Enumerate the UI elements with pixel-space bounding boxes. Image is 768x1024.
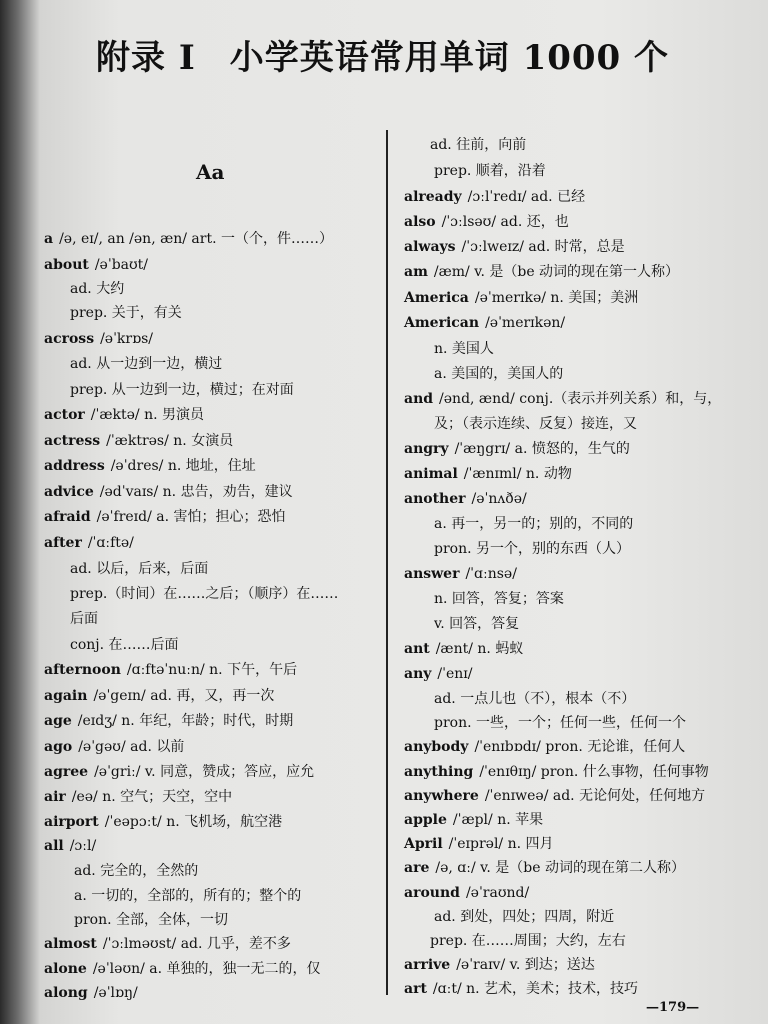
dictionary-entry [44, 432, 233, 451]
entry-text: /əˈgeɪn/ ad. 再，又，再一次 [93, 688, 275, 704]
dictionary-entry [404, 787, 705, 806]
entry-headword: airport [44, 814, 99, 830]
entry-text: /əˈləʊn/ a. 单独的，独一无二的，仅 [92, 961, 321, 977]
entry-headword: also [404, 214, 436, 230]
entry-headword: anything [404, 764, 474, 780]
entry-text: /æm/ v. 是（be 动词的现在第一人称） [433, 264, 680, 280]
entry-headword: always [404, 239, 456, 255]
entry-definition [404, 714, 686, 733]
entry-text: /ˈɔːlweɪz/ ad. 时常，总是 [461, 239, 625, 255]
entry-text: /ˈeɪprəl/ n. 四月 [448, 836, 554, 852]
entry-definition [404, 415, 637, 434]
entry-text: /ə, eɪ/, an /ən, æn/ art. 一（个，件……） [59, 231, 334, 247]
entry-headword: answer [404, 566, 460, 582]
entry-definition [44, 911, 228, 930]
entry-text: /ˈɔːlsəʊ/ ad. 还，也 [441, 214, 569, 230]
entry-definition [404, 908, 614, 927]
entry-text: pron. 另一个，别的东西（人） [434, 541, 630, 557]
dictionary-entry [404, 289, 638, 308]
appendix-label: 附录 I [96, 38, 196, 78]
entry-definition [404, 932, 626, 951]
entry-headword: advice [44, 484, 94, 500]
entry-headword: apple [404, 812, 447, 828]
entry-definition [44, 610, 98, 629]
entry-text: prep. 顺着，沿着 [434, 163, 546, 179]
entry-headword: a [44, 231, 54, 247]
dictionary-entry [44, 457, 256, 476]
entry-text: pron. 全部，全体，一切 [74, 912, 228, 928]
entry-headword: address [44, 458, 105, 474]
entry-headword: alone [44, 961, 87, 977]
dictionary-entry [44, 687, 274, 706]
dictionary-entry [404, 490, 527, 509]
dictionary-entry [404, 956, 595, 975]
entry-definition [44, 304, 182, 323]
dictionary-entry [44, 960, 321, 979]
dictionary-entry [404, 314, 565, 333]
entry-text: /ɔːl/ [69, 838, 97, 854]
entry-definition [404, 365, 563, 384]
entry-text: ad. 从一边到一边，横过 [70, 356, 223, 372]
entry-definition [44, 280, 124, 299]
entry-definition [44, 887, 301, 906]
entry-definition [404, 615, 519, 634]
column-divider [386, 130, 388, 995]
dictionary-entry [44, 534, 134, 553]
dictionary-entry [404, 390, 721, 409]
dictionary-entry [44, 230, 333, 249]
dictionary-entry [404, 980, 638, 999]
dictionary-entry [404, 238, 625, 257]
entry-text: /əˈfreɪd/ a. 害怕；担心；恐怕 [96, 509, 286, 525]
entry-text: /ˈɔːlməʊst/ ad. 几乎，差不多 [102, 936, 291, 952]
entry-text: /əˈkrɒs/ [100, 331, 153, 347]
dictionary-entry [404, 213, 569, 232]
entry-headword: around [404, 885, 460, 901]
entry-headword: angry [404, 441, 449, 457]
dictionary-entry [44, 483, 293, 502]
entry-headword: agree [44, 764, 89, 780]
appendix-title: 小学英语常用单词 1000 个 [229, 38, 670, 78]
dictionary-entry [44, 935, 291, 954]
entry-text: prep. 关于，有关 [70, 305, 182, 321]
entry-headword: art [404, 981, 427, 997]
entry-headword: almost [44, 936, 97, 952]
entry-headword: after [44, 535, 82, 551]
entry-headword: afternoon [44, 662, 121, 678]
entry-headword: arrive [404, 957, 451, 973]
entry-definition [44, 560, 208, 579]
entry-definition [404, 162, 546, 181]
dictionary-entry [44, 661, 297, 680]
dictionary-entry [44, 712, 293, 731]
entry-headword: about [44, 257, 89, 273]
entry-text: /əˈraʊnd/ [465, 885, 530, 901]
entry-text: /ɔːlˈredɪ/ ad. 已经 [467, 189, 586, 205]
entry-definition [404, 515, 633, 534]
entry-text: ad. 大约 [70, 281, 125, 297]
entry-headword: any [404, 666, 432, 682]
dictionary-entry [44, 508, 286, 527]
entry-headword: April [404, 836, 443, 852]
entry-headword: ago [44, 739, 73, 755]
entry-text: a. 一切的，全部的，所有的；整个的 [74, 888, 302, 904]
entry-text: n. 美国人 [434, 341, 494, 357]
entry-text: /ˈenɪbɒdɪ/ pron. 无论谁，任何人 [474, 739, 686, 755]
entry-text: /ˈɑːnsə/ [465, 566, 517, 582]
entry-definition [44, 862, 198, 881]
entry-headword: afraid [44, 509, 91, 525]
page-title [96, 30, 716, 79]
entry-text: ad. 到处，四处；四周，附近 [434, 909, 615, 925]
entry-text: /əˈraɪv/ v. 到达；送达 [456, 957, 595, 973]
dictionary-entry [44, 330, 153, 349]
dictionary-entry [404, 565, 517, 584]
dictionary-entry [44, 256, 148, 275]
entry-text: prep. 从一边到一边，横过；在对面 [70, 382, 294, 398]
entry-text: /eə/ n. 空气；天空，空中 [71, 789, 233, 805]
entry-text: /ˈæpl/ n. 苹果 [452, 812, 544, 828]
entry-headword: across [44, 331, 95, 347]
entry-text: /ə, ɑː/ v. 是（be 动词的现在第二人称） [435, 860, 685, 876]
entry-text: /ˈæŋgrɪ/ a. 愤怒的，生气的 [454, 441, 630, 457]
entry-headword: and [404, 391, 434, 407]
entry-text: ad. 往前，向前 [430, 137, 527, 153]
dictionary-entry [44, 984, 138, 1003]
entry-headword: another [404, 491, 466, 507]
entry-text: /ɑːftəˈnuːn/ n. 下午，午后 [126, 662, 298, 678]
entry-text: /ɑːt/ n. 艺术，美术；技术，技巧 [432, 981, 639, 997]
entry-text: /ˈæktə/ n. 男演员 [90, 407, 204, 423]
entry-text: /ˈenɪθɪŋ/ pron. 什么事物，任何事物 [479, 764, 709, 780]
entry-definition [404, 590, 564, 609]
dictionary-entry [404, 884, 529, 903]
entry-text: a. 美国的，美国人的 [434, 366, 564, 382]
entry-headword: anywhere [404, 788, 479, 804]
entry-text: /ˈænɪml/ n. 动物 [463, 466, 572, 482]
dictionary-entry [404, 835, 554, 854]
entry-headword: are [404, 860, 430, 876]
entry-text: v. 回答，答复 [434, 616, 520, 632]
dictionary-entry [44, 837, 96, 856]
entry-text: /ˈɑːftə/ [87, 535, 134, 551]
entry-text: ad. 完全的，全然的 [74, 863, 199, 879]
entry-text: 及；（表示连续、反复）接连，又 [434, 416, 637, 432]
entry-headword: actress [44, 433, 101, 449]
entry-headword: along [44, 985, 88, 1001]
dictionary-entry [44, 788, 232, 807]
dictionary-entry [44, 406, 204, 425]
entry-text: /əˈbaʊt/ [94, 257, 149, 273]
dictionary-entry [404, 263, 679, 282]
entry-text: pron. 一些，一个；任何一些，任何一个 [434, 715, 686, 731]
entry-headword: am [404, 264, 428, 280]
dictionary-entry [44, 763, 314, 782]
entry-text: /ənd, ænd/ conj.（表示并列关系）和，与， [439, 391, 722, 407]
entry-definition [44, 636, 179, 655]
entry-headword: age [44, 713, 72, 729]
entry-text: /əˈmerɪkə/ n. 美国；美洲 [474, 290, 639, 306]
entry-text: /əˈmerɪkən/ [485, 315, 566, 331]
entry-headword: anybody [404, 739, 469, 755]
entry-text: /əˈnʌðə/ [471, 491, 527, 507]
dictionary-entry [44, 738, 184, 757]
entry-text: /əˈlɒŋ/ [93, 985, 138, 1001]
entry-headword: air [44, 789, 66, 805]
entry-definition [404, 340, 494, 359]
entry-headword: already [404, 189, 462, 205]
entry-definition [44, 585, 338, 604]
entry-headword: actor [44, 407, 85, 423]
dictionary-entry [404, 811, 543, 830]
dictionary-entry [404, 763, 709, 782]
entry-text: 后面 [70, 611, 98, 627]
entry-text: n. 回答，答复；答案 [434, 591, 564, 607]
entry-definition [404, 540, 630, 559]
dictionary-entry [404, 859, 685, 878]
entry-text: prep. 在……周围；大约，左右 [430, 933, 626, 949]
entry-headword: ant [404, 641, 430, 657]
dictionary-entry [44, 813, 282, 832]
entry-text: /əˈgriː/ v. 同意，赞成；答应，应允 [94, 764, 315, 780]
dictionary-entry [404, 640, 523, 659]
page-number: —179— [646, 1000, 700, 1015]
entry-text: /ˈeəpɔːt/ n. 飞机场，航空港 [104, 814, 283, 830]
entry-text: ad. 以后，后来，后面 [70, 561, 209, 577]
entry-headword: American [404, 315, 480, 331]
entry-text: /ænt/ n. 蚂蚁 [435, 641, 524, 657]
entry-text: /ˈæktrəs/ n. 女演员 [106, 433, 234, 449]
dictionary-entry [404, 188, 585, 207]
entry-definition [404, 136, 526, 155]
entry-headword: America [404, 290, 469, 306]
entry-text: /əˈgəʊ/ ad. 以前 [78, 739, 185, 755]
entry-text: /əˈdres/ n. 地址，住址 [110, 458, 256, 474]
entry-definition [44, 381, 294, 400]
entry-text: conj. 在……后面 [70, 637, 179, 653]
entry-text: a. 再一，另一的；别的，不同的 [434, 516, 634, 532]
entry-headword: again [44, 688, 88, 704]
section-heading: Aa [196, 160, 225, 184]
dictionary-entry [404, 440, 630, 459]
dictionary-entry [404, 465, 572, 484]
entry-text: prep.（时间）在……之后；（顺序）在…… [70, 586, 339, 602]
entry-definition [44, 355, 222, 374]
entry-headword: all [44, 838, 64, 854]
entry-text: /ˈenɪweə/ ad. 无论何处，任何地方 [484, 788, 706, 804]
dictionary-entry [404, 738, 685, 757]
entry-text: /eɪdʒ/ n. 年纪，年龄；时代，时期 [77, 713, 294, 729]
entry-text: /ədˈvaɪs/ n. 忠告，劝告，建议 [99, 484, 293, 500]
dictionary-entry [404, 665, 472, 684]
entry-text: ad. 一点儿也（不），根本（不） [434, 691, 636, 707]
entry-definition [404, 690, 635, 709]
entry-headword: animal [404, 466, 458, 482]
entry-text: /ˈenɪ/ [437, 666, 473, 682]
